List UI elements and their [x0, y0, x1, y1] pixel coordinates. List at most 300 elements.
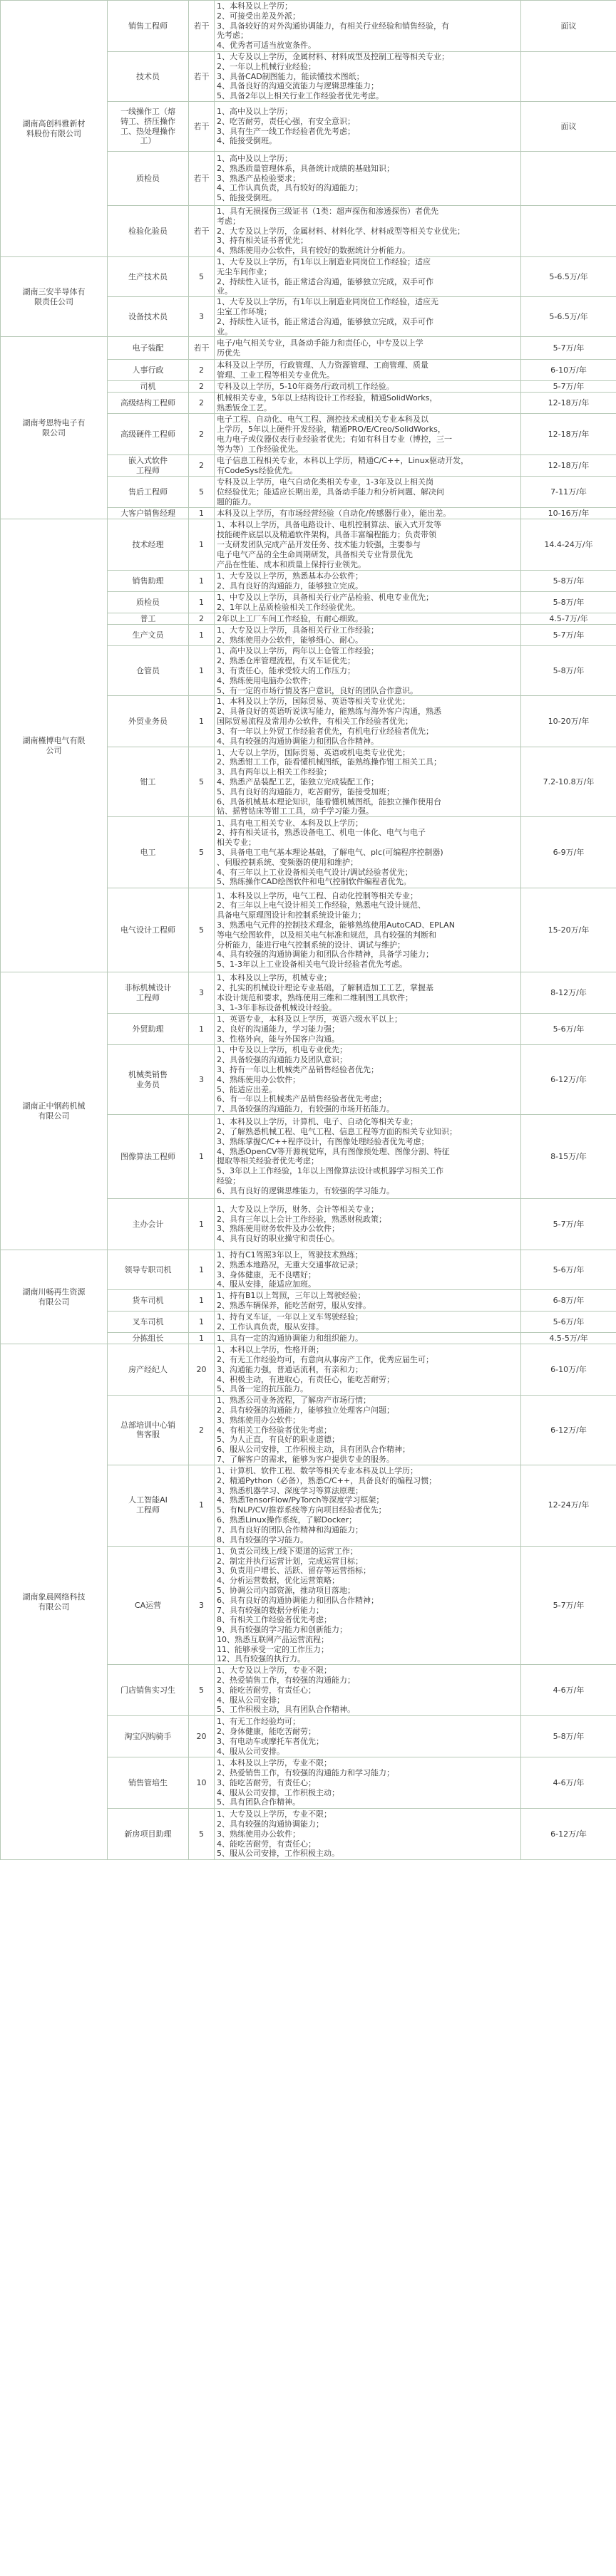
text-line: 4、有相关工作经验者优先考虑；: [217, 1425, 332, 1435]
text-line: 1、大专及以上学历，专业不限；: [217, 1809, 332, 1819]
text-line: 专科及以上学历，5-10年商务/行政司机工作经验。: [217, 381, 394, 391]
text-line: 2、熟悉本地路况，无重大交通事故记录；: [217, 1260, 363, 1269]
text-line: 1、持有C1驾照3年以上，驾驶技术熟练；: [217, 1250, 363, 1260]
salary: 5-8万/年: [521, 571, 616, 592]
text-line: 等为等）工作经验优先。: [217, 444, 303, 454]
text-line: 2、热爱销售工作，有较强的沟通能力和学习能力；: [217, 1768, 394, 1778]
job-requirements: [215, 1665, 521, 1716]
job-requirements: [215, 1, 521, 52]
job-requirements: [215, 646, 521, 696]
text-line: 3、能吃苦耐劳，有责任心；: [217, 1777, 316, 1787]
text-line: 销售助理: [132, 576, 164, 586]
text-line: 2、1年以上品质检验相关工作经验优先。: [217, 602, 360, 612]
text-line: 电子/电气相关专业，具备动手能力和责任心，中专及以上学: [217, 338, 423, 348]
text-line: 叉车司机: [132, 1316, 164, 1326]
text-line: 位经验优先；能适应长期出差，具备动手能力和分析问题、解决问: [217, 487, 444, 497]
company-name: [1, 972, 108, 1250]
job-requirements: [215, 297, 521, 337]
job-requirements: [215, 571, 521, 592]
headcount: 1: [189, 508, 215, 519]
salary: 6-10万/年: [521, 360, 616, 381]
headcount: 1: [189, 1312, 215, 1333]
text-line: 钻、摇臂钻床等钳工工具，动手学习能力强。: [217, 806, 374, 816]
text-line: 湖南考恩特电子有: [22, 418, 86, 428]
position-name: [108, 625, 189, 646]
salary: 7-11万/年: [521, 477, 616, 508]
headcount: 3: [189, 1546, 215, 1665]
job-requirements: [215, 1312, 521, 1333]
headcount: 2: [189, 393, 215, 414]
job-requirements: [215, 625, 521, 646]
text-line: 3、持有一年以上机械类产品销售经验者优先；: [217, 1064, 379, 1074]
text-line: 1、本科及以上学历，电气工程、自动化控制等相关专业；: [217, 890, 418, 900]
job-requirements: [215, 455, 521, 477]
text-line: 领导专职司机: [124, 1264, 172, 1274]
text-line: 2、可接受出差及外派；: [217, 11, 300, 21]
job-requirements: [215, 1465, 521, 1546]
text-line: 2、持续性入证书，能正常适合沟通，能够独立完成，双手可作: [217, 276, 433, 286]
text-line: 4、熟悉OpenCV等开源视觉库，具有图像预处理、图像分割、特征: [217, 1146, 450, 1156]
text-line: 销售工程师: [128, 21, 168, 31]
text-line: CA运营: [134, 1600, 162, 1610]
text-line: 5、协调公司内部资源，推动项目落地；: [217, 1585, 355, 1595]
text-line: 4、有三年以上工业设备相关电气设计/调试经验者优先；: [217, 867, 413, 877]
job-requirements: [215, 102, 521, 152]
job-requirements: [215, 1333, 521, 1344]
headcount: 10: [189, 1757, 215, 1809]
text-line: 1、高中及以上学历，两年以上仓管工作经验；: [217, 646, 379, 656]
salary: 5-8万/年: [521, 1716, 616, 1757]
text-line: 房产经纪人: [128, 1364, 168, 1374]
text-line: 1、大专以上学历，国际贸易、英语或机电类专业优先；: [217, 747, 410, 757]
salary: 5-7万/年: [521, 337, 616, 360]
text-line: 技术经理: [132, 539, 164, 549]
text-line: 2、良好的沟通能力，学习能力强；: [217, 1024, 339, 1034]
text-line: 3、熟练使用财务软件及办公软件；: [217, 1224, 339, 1234]
text-line: 5、具有良好的沟通能力，吃苦耐劳，能接受加班；: [217, 786, 394, 796]
text-line: 湖南槿博电气有限: [22, 736, 86, 746]
text-line: 尘室工作环境；: [217, 306, 272, 316]
text-line: 2、熟悉钳工工作，能看懂机械图纸，能熟练操作钳工相关工具；: [217, 757, 441, 767]
salary: 5-6万/年: [521, 1312, 616, 1333]
job-row: [1, 972, 616, 1014]
position-name: [108, 696, 189, 747]
salary: 5-8万/年: [521, 646, 616, 696]
salary: 8-15万/年: [521, 1114, 616, 1198]
text-line: 2、制定并执行运营计划，完成运营目标；: [217, 1556, 363, 1566]
text-line: 1、本科及以上学历，国际贸易、英语等相关专业优先；: [217, 697, 410, 707]
text-line: 1、本科以上学历，性格开朗；: [217, 1345, 324, 1355]
text-line: 4、服从安排，能适应加班。: [217, 1279, 316, 1289]
company-name: [1, 337, 108, 519]
text-line: 1、大专及以上学历，具备相关行业工作经验；: [217, 625, 379, 635]
text-line: 3、熟练使用办公软件；: [217, 1829, 300, 1839]
text-line: 2、持续性入证书，能正常适合沟通，能够独立完成，双手可作: [217, 316, 433, 326]
text-line: 2、工作认真负责，服从安排。: [217, 1321, 324, 1331]
headcount: 1: [189, 646, 215, 696]
text-line: 2、大专及以上学历，金属材料、材料化学、材料成型等相关专业优先；: [217, 226, 465, 236]
text-line: 4、具有较强的沟通协调能力和团队合作精神，具备学习能力；: [217, 950, 433, 960]
position-name: [108, 393, 189, 414]
text-line: 人工智能AI: [128, 1495, 168, 1505]
text-line: 3、有电动车或摩托车者优先；: [217, 1736, 324, 1746]
job-requirements: [215, 360, 521, 381]
headcount: 2: [189, 381, 215, 393]
headcount: 5: [189, 257, 215, 297]
position-name: [108, 1250, 189, 1289]
job-requirements: [215, 888, 521, 972]
text-line: 3、熟悉电气元件的控制技术理念，能够熟练使用AutoCAD、EPLAN: [217, 920, 455, 930]
position-name: [108, 1546, 189, 1665]
text-line: 高级硬件工程师: [120, 429, 175, 439]
text-line: 嵌入式软件: [128, 456, 168, 466]
text-line: 7、具有较强的数据分析能力；: [217, 1605, 324, 1615]
company-name: [1, 1344, 108, 1860]
salary: 4.5-5万/年: [521, 1333, 616, 1344]
salary: 5-6.5万/年: [521, 297, 616, 337]
company-name: [1, 1, 108, 257]
text-line: 4、具有较强的沟通协调能力和团队合作精神。: [217, 736, 379, 746]
text-line: 2、吃苦耐劳，责任心强，有安全意识；: [217, 116, 355, 126]
text-line: 湖南象晨网络科技: [22, 1591, 86, 1601]
company-name: [1, 257, 108, 337]
text-line: 3、持有相关证书者优先；: [217, 236, 308, 246]
text-line: 电力电子或仪器仪表行业经验者优先；有如有科目专业（博控，三一: [217, 434, 452, 444]
headcount: 2: [189, 613, 215, 625]
salary: 10-20万/年: [521, 696, 616, 747]
position-name: [108, 102, 189, 152]
job-requirements: [215, 1757, 521, 1809]
text-line: 钳工: [140, 777, 156, 786]
job-requirements: [215, 1546, 521, 1665]
text-line: 高级结构工程师: [120, 398, 175, 407]
text-line: 淘宝闪购骑手: [124, 1731, 172, 1741]
text-line: 3、能吃苦耐劳，有责任心；: [217, 1685, 316, 1695]
text-line: 有限公司: [38, 1297, 70, 1307]
text-line: 经验；: [217, 1176, 240, 1186]
text-line: 有限公司: [38, 1601, 70, 1611]
text-line: 1、持有叉车证，一年以上叉车驾驶经验；: [217, 1312, 363, 1321]
text-line: 4、熟练使用办公软件；: [217, 1074, 300, 1084]
text-line: 人事行政: [132, 365, 164, 375]
text-line: 2、精通Python（必备），熟悉C/C++，具备良好的编程习惯；: [217, 1475, 437, 1485]
text-line: 电子装配: [132, 343, 164, 353]
text-line: 无尘车间作业；: [217, 266, 272, 276]
position-name: [108, 613, 189, 625]
text-line: 具备电气原理图设计和控制系统设计能力；: [217, 910, 366, 920]
text-line: 2、具有三年以上会计工作经验，熟悉财税政策；: [217, 1214, 386, 1224]
text-line: 管理、工业工程等相关专业优先。: [217, 370, 334, 380]
text-line: 2、熟练使用办公软件，能够细心、耐心。: [217, 635, 363, 645]
headcount: 1: [189, 1290, 215, 1312]
position-name: [108, 519, 189, 571]
text-line: 5、3年以上工作经验，1年以上图像算法设计或机器学习相关工作: [217, 1166, 443, 1176]
job-requirements: [215, 1344, 521, 1396]
text-line: 2、具备较强的沟通能力及团队意识；: [217, 1055, 347, 1065]
text-line: 湖南三安半导体有: [22, 286, 86, 296]
job-requirements: [215, 337, 521, 360]
text-line: 业务员: [136, 1079, 160, 1089]
text-line: 5、熟练操作CAD绘图软件和电气控制软件编程者优先。: [217, 877, 411, 887]
text-line: 电子信息工程相关专业，本科以上学历，精通C/C++，Linux驱动开发，: [217, 456, 469, 466]
headcount: 若干: [189, 152, 215, 206]
job-requirements: [215, 1014, 521, 1045]
text-line: 4、积极主动，有进取心，有责任心，能吃苦耐劳；: [217, 1374, 394, 1384]
text-line: 5、为人正直，有良好的职业道德；: [217, 1435, 339, 1445]
salary: 5-6万/年: [521, 1250, 616, 1289]
salary: 14.4-24万/年: [521, 519, 616, 571]
text-line: 5、1-3年以上工业设备相关电气设计经验者优先考虑。: [217, 960, 407, 970]
text-line: 新房项目助理: [124, 1829, 172, 1839]
salary: [521, 206, 616, 257]
text-line: 6、具有良好的逻辑思维能力，有较强的学习能力。: [217, 1185, 394, 1195]
text-line: 4、熟练使用电脑办公软件；: [217, 675, 316, 685]
text-line: 机械类销售: [128, 1069, 168, 1079]
job-requirements: [215, 508, 521, 519]
text-line: 2、具有较强的沟通能力，能够独立处理客户问题；: [217, 1405, 394, 1415]
text-line: 电子电气产品的全生命周期研发，具备相关专业背景优先: [217, 549, 413, 559]
salary: 面议: [521, 102, 616, 152]
text-line: 1、中专及以上学历，机电专业优先；: [217, 1045, 347, 1055]
salary: 12-18万/年: [521, 455, 616, 477]
position-name: [108, 381, 189, 393]
text-line: 有CodeSys经验优先。: [217, 465, 298, 475]
position-name: [108, 747, 189, 817]
job-row: [1, 519, 616, 571]
salary: 15-20万/年: [521, 888, 616, 972]
job-requirements: [215, 393, 521, 414]
text-line: 机械相关专业，5年以上结构设计工作经验，精通SolidWorks，: [217, 393, 438, 403]
text-line: 一支研发团队完成产品开发任务、技术能力较强，主要参与: [217, 539, 421, 549]
job-requirements: [215, 1114, 521, 1198]
text-line: 电气设计工程师: [120, 925, 175, 935]
text-line: 1、高中及以上学历；: [217, 106, 292, 116]
text-line: 设备技术员: [128, 311, 168, 321]
text-line: 3、熟练使用办公软件；: [217, 1415, 300, 1425]
salary: 6-12万/年: [521, 1396, 616, 1465]
headcount: 1: [189, 1114, 215, 1198]
salary: 4.5-7万/年: [521, 613, 616, 625]
text-line: 6、有一年以上机械类产品销售经验者优先考虑；: [217, 1094, 386, 1104]
job-requirements: [215, 817, 521, 888]
text-line: 1、大专及以上学历，熟悉基本办公软件；: [217, 571, 363, 581]
position-name: [108, 152, 189, 206]
text-line: 检验化验员: [128, 226, 168, 236]
salary: 5-7万/年: [521, 1546, 616, 1665]
text-line: 3、性格外向，能与外国客户沟通。: [217, 1034, 339, 1044]
text-line: 2、有无工作经验均可，有意向从事房产工作，优秀应届生可；: [217, 1354, 433, 1364]
text-line: 2、熟悉质量管理体系，具备统计成绩的基础知识；: [217, 163, 394, 173]
headcount: 20: [189, 1716, 215, 1757]
text-line: 普工: [140, 613, 156, 623]
text-line: 生产文员: [132, 630, 164, 640]
text-line: 大客户销售经理: [120, 508, 175, 518]
headcount: 3: [189, 297, 215, 337]
headcount: 若干: [189, 1, 215, 52]
salary: 6-12万/年: [521, 1045, 616, 1115]
job-requirements: [215, 592, 521, 613]
text-line: 1、大专及以上学历，财务、会计等相关专业；: [217, 1204, 379, 1214]
company-name: [1, 519, 108, 972]
salary: 10-16万/年: [521, 508, 616, 519]
text-line: 7、具备较强的沟通能力，有较强的市场开拓能力。: [217, 1104, 394, 1114]
text-line: 8、有相关工作经验者优先考虑；: [217, 1615, 332, 1625]
text-line: 历优先: [217, 348, 240, 358]
text-line: 工、热处理操作: [120, 126, 175, 136]
job-requirements: [215, 747, 521, 817]
headcount: 5: [189, 477, 215, 508]
text-line: 售客服: [136, 1430, 160, 1440]
job-requirements: [215, 381, 521, 393]
headcount: 3: [189, 1045, 215, 1115]
text-line: 2、一年以上机械行业经验；: [217, 61, 316, 71]
text-line: 仓管员: [136, 665, 160, 675]
job-row: [1, 1, 616, 52]
text-line: 司机: [140, 381, 156, 391]
position-name: [108, 1716, 189, 1757]
headcount: 5: [189, 747, 215, 817]
text-line: 3、身体健康，无不良嗜好；: [217, 1269, 316, 1279]
job-requirements: [215, 1290, 521, 1312]
salary: 6-8万/年: [521, 1290, 616, 1312]
text-line: 等电气绘图软件，以及相关电气标准和规范，具有较强的判断和: [217, 930, 436, 940]
text-line: 12、具有较强的执行力。: [217, 1654, 305, 1664]
text-line: 5、能接受倒班。: [217, 193, 277, 203]
job-requirements: [215, 972, 521, 1014]
job-row: [1, 257, 616, 297]
headcount: 若干: [189, 52, 215, 102]
job-requirements: [215, 1045, 521, 1115]
text-line: 1、具有一定的沟通协调能力和组织能力。: [217, 1333, 363, 1343]
text-line: 5、具备一定的抗压能力。: [217, 1384, 308, 1394]
text-line: 一线操作工（熔: [120, 106, 175, 116]
text-line: 4、服从公司安排；: [217, 1695, 284, 1705]
text-line: 技能硬件底层以及精通软件架构，具备丰富编程能力；负责带领: [217, 530, 436, 540]
text-line: 3、沟通能力强，普通话流利，有亲和力；: [217, 1364, 363, 1374]
text-line: 1、大专及以上学历，专业不限；: [217, 1666, 332, 1676]
position-name: [108, 592, 189, 613]
text-line: 提取等相关经验者优先考虑；: [217, 1156, 319, 1166]
headcount: 1: [189, 1250, 215, 1289]
position-name: [108, 52, 189, 102]
headcount: 3: [189, 972, 215, 1014]
salary: 6-12万/年: [521, 1809, 616, 1860]
text-line: 4、具备良好的沟通交流能力与逻辑思维能力；: [217, 81, 379, 91]
text-line: 5、有一定的市场行情及客户意识，良好的团队合作意识。: [217, 685, 418, 695]
headcount: 1: [189, 519, 215, 571]
text-line: 10、熟悉互联网产品运营流程；: [217, 1634, 329, 1644]
job-row: [1, 337, 616, 360]
text-line: 外贸助理: [132, 1024, 164, 1034]
job-requirements: [215, 696, 521, 747]
position-name: [108, 360, 189, 381]
text-line: 1、有无工作经验均可；: [217, 1717, 300, 1727]
text-line: 湖南正中钢药机械: [22, 1101, 86, 1111]
text-line: 湖南川畅再生资源: [22, 1287, 86, 1297]
text-line: 考虑；: [217, 216, 240, 226]
text-line: 2、具有良好的沟通能力，能够独立完成。: [217, 581, 363, 591]
text-line: 1、英语专业，本科及以上学历，英语六级水平以上；: [217, 1014, 402, 1024]
text-line: 7、具有良好的团队合作精神和沟通能力；: [217, 1525, 363, 1534]
text-line: 货车司机: [132, 1295, 164, 1305]
text-line: 本科及以上学历，行政管理、人力资源管理、工商管理、质量: [217, 360, 428, 370]
text-line: 、伺服控制系统、变频器的使用和维护；: [217, 857, 358, 867]
text-line: 2、身体健康，能吃苦耐劳；: [217, 1726, 316, 1736]
job-requirements: [215, 414, 521, 455]
text-line: 质检员: [136, 597, 160, 607]
text-line: 5、具备2年以上相关行业工作经验者优先考虑。: [217, 91, 384, 101]
position-name: [108, 1, 189, 52]
text-line: 6、具备机械基本理论知识，能看懂机械图纸，能独立操作使用台: [217, 796, 441, 806]
text-line: 分析能力，能进行电气控制系统的设计、调试与维护；: [217, 940, 405, 950]
text-line: 先考虑；: [217, 31, 248, 41]
headcount: 5: [189, 1809, 215, 1860]
text-line: 1、计算机、软件工程、数学等相关专业本科及以上学历；: [217, 1466, 418, 1476]
text-line: 1、本科及以上学历，机械专业；: [217, 973, 332, 983]
text-line: 4、熟悉产品装配工艺，能独立完成装配工作；: [217, 777, 379, 786]
text-line: 产品在性能、成本和质量上保持行业领先。: [217, 559, 366, 569]
text-line: 限责任公司: [34, 296, 73, 306]
position-name: [108, 206, 189, 257]
text-line: 质检员: [136, 173, 160, 183]
text-line: 1、高中及以上学历；: [217, 154, 292, 163]
position-name: [108, 1665, 189, 1716]
text-line: 分拣组长: [132, 1333, 164, 1343]
position-name: [108, 1290, 189, 1312]
salary: 7.2-10.8万/年: [521, 747, 616, 817]
text-line: 11、能够承受一定的工作压力；: [217, 1644, 329, 1654]
text-line: 4、优秀者可适当放宽条件。: [217, 41, 316, 51]
headcount: 5: [189, 888, 215, 972]
text-line: 5、具有团队合作精神。: [217, 1797, 300, 1807]
text-line: 3、熟练掌握C/C++程序设计，有图像处理经验者优先考虑；: [217, 1136, 429, 1146]
text-line: 3、有一年以上外贸工作经验者优先，有机电行业经验者优先；: [217, 726, 433, 736]
position-name: [108, 1757, 189, 1809]
text-line: 4、能接受倒班。: [217, 136, 277, 146]
text-line: 2、熟悉仓库管理流程，有叉车证优先；: [217, 656, 355, 666]
job-requirements: [215, 477, 521, 508]
job-requirements: [215, 206, 521, 257]
text-line: 业。: [217, 286, 232, 296]
headcount: 1: [189, 625, 215, 646]
text-line: 专科及以上学历，电气自动化类相关专业，1-3年及以上相关岗: [217, 477, 433, 487]
job-requirements: [215, 52, 521, 102]
text-line: 非标机械设计: [124, 983, 172, 993]
text-line: 门店销售实习生: [120, 1685, 175, 1695]
text-line: 2、具备良好的英语听说读写能力，能熟练与海外客户沟通，熟悉: [217, 707, 441, 717]
position-name: [108, 1045, 189, 1115]
text-line: 6、服从公司安排，工作积极主动，具有团队合作精神；: [217, 1445, 410, 1455]
headcount: 若干: [189, 337, 215, 360]
headcount: 若干: [189, 206, 215, 257]
text-line: 2、有三年以上电气设计相关工作经验，熟悉电气设计规范、: [217, 900, 426, 910]
salary: 8-12万/年: [521, 972, 616, 1014]
job-row: [1, 1344, 616, 1396]
job-requirements: [215, 1716, 521, 1757]
text-line: 1、本科以上学历，具备电路设计、电机控制算法、嵌入式开发等: [217, 520, 441, 530]
headcount: 1: [189, 1333, 215, 1344]
job-requirements: [215, 152, 521, 206]
text-line: 工程师: [136, 1505, 160, 1515]
text-line: 有限公司: [38, 1111, 70, 1121]
headcount: 1: [189, 1198, 215, 1250]
text-line: 3、具备较好的对外沟通协调能力，有相关行业经验和销售经验，有: [217, 21, 449, 31]
position-name: [108, 455, 189, 477]
text-line: 业。: [217, 326, 232, 336]
position-name: [108, 477, 189, 508]
headcount: 2: [189, 1396, 215, 1465]
job-requirements: [215, 1396, 521, 1465]
